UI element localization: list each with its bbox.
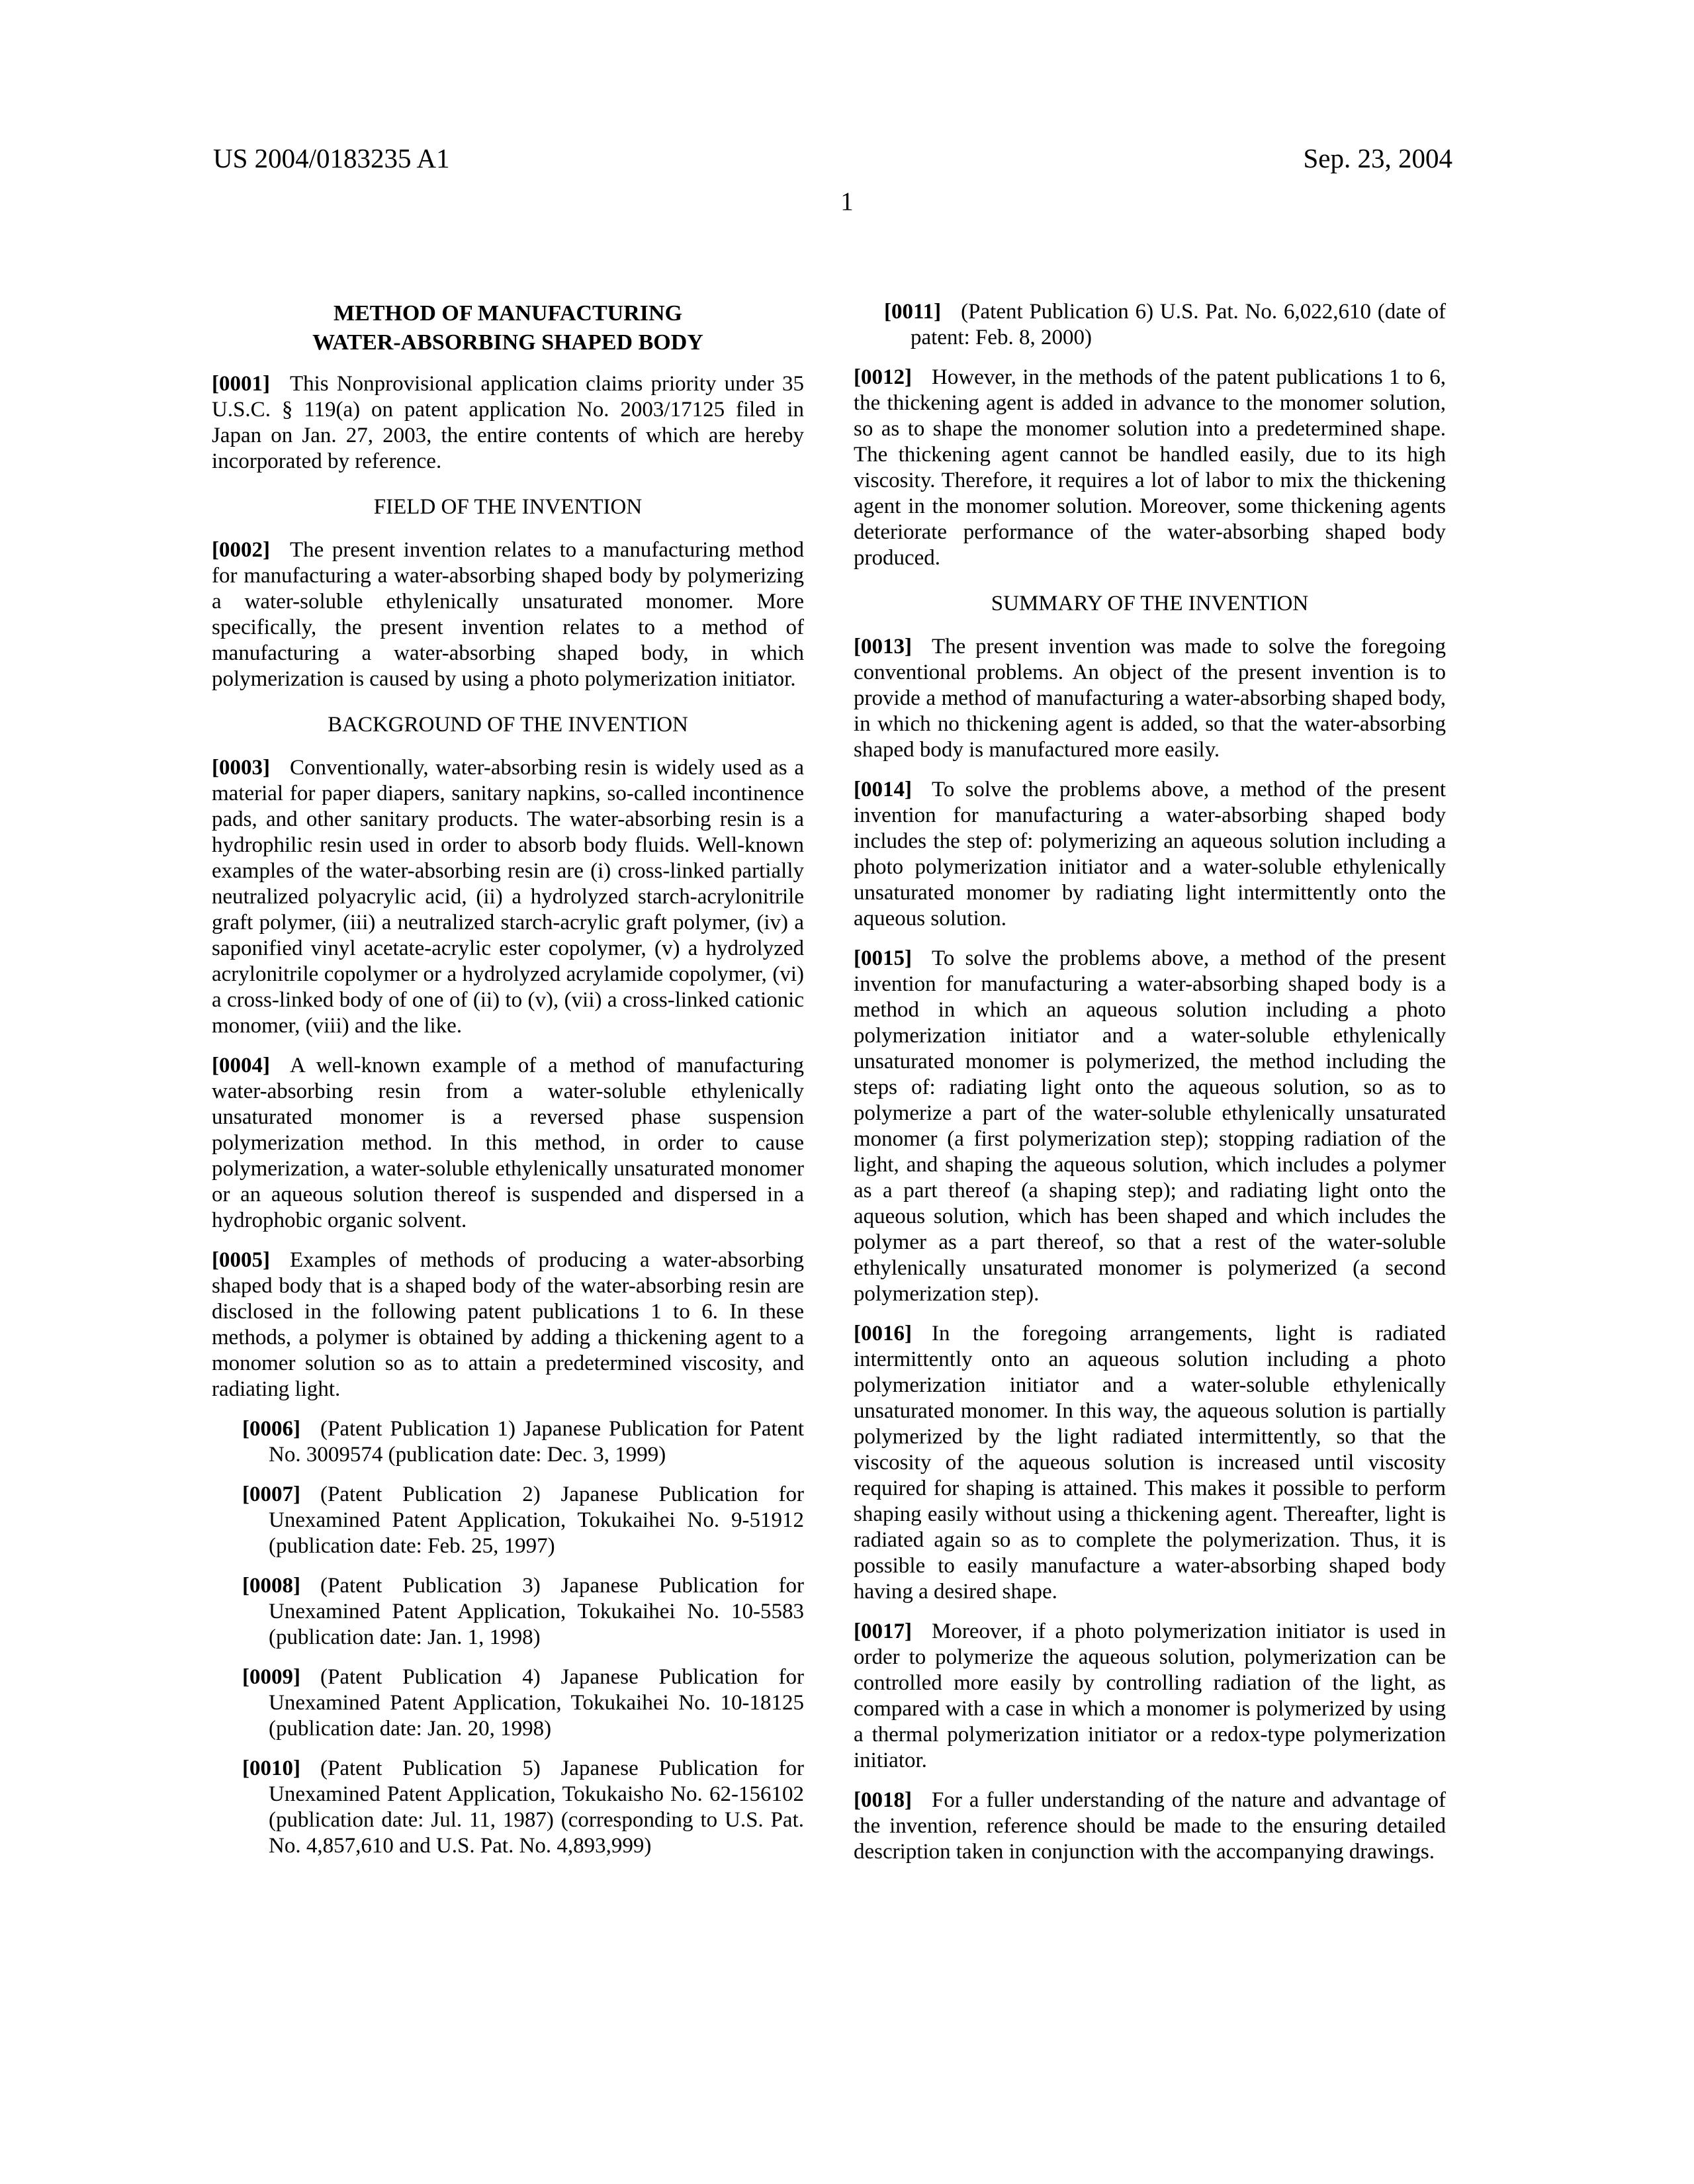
document-body (212, 299, 1446, 1865)
paragraph-text: To solve the problems above, a method of the present invention for manufacturing a water-absorbing shaped body is a method in which an aqueous solution including a photo polymerization initiator and a water-soluble ethylenically unsaturated monomer is polymerized, the method including the steps of: radiating light onto the aqueous solution, so as to polymerize a part of the water-soluble ethylenically unsaturated monomer (a first polymerization step); stopping radiation of the light, and shaping the aqueous solution, which includes a polymer as a part thereof (a shaping step); and radiating light onto the aqueous solution, which has been shaped and which includes the polymer as a part thereof, so that a rest of the water-soluble ethylenically unsaturated monomer is polymerized (a second polymerization step). (854, 946, 1446, 1306)
paragraph-number: [0016] (854, 1322, 912, 1345)
body-paragraph (854, 634, 1446, 763)
publication-date: Sep. 23, 2004 (1303, 143, 1452, 173)
body-paragraph (212, 755, 804, 1039)
citation-paragraph (884, 299, 1446, 351)
paragraph-text: This Nonprovisional application claims priority under 35 U.S.C. § 119(a) on patent application No. 2003/17125 filed in Japan on Jan. 27, 2003, the entire contents of which are hereby incorporated by reference. (212, 372, 804, 473)
body-paragraph (854, 1788, 1446, 1865)
paragraph-number: [0005] (212, 1248, 270, 1272)
paragraph-number: [0013] (854, 635, 912, 659)
paragraph-number: [0017] (854, 1619, 912, 1643)
paragraph-number: [0001] (212, 372, 270, 396)
body-paragraph (854, 1619, 1446, 1774)
body-paragraph (854, 777, 1446, 932)
paragraph-number: [0018] (854, 1788, 912, 1812)
paragraph-text: For a fuller understanding of the nature and advantage of the invention, reference should be made to the ensuring detailed description taken in conjunction with the accompanying drawings. (854, 1788, 1446, 1864)
paragraph-number: [0007] (242, 1482, 300, 1506)
paragraph-number: [0012] (854, 365, 912, 389)
paragraph-text: (Patent Publication 5) Japanese Publication for Unexamined Patent Application, Tokukaisho No. 62-156102 (publication date: Jul. 11, 1987) (corresponding to U.S. Pat. No. 4,857,610 and U.S. Pat. No. 4,893,999) (269, 1756, 804, 1858)
paragraph-number: [0014] (854, 778, 912, 801)
paragraph-text: In the foregoing arrangements, light is radiated intermittently onto an aqueous solution including a photo polymerization initiator and a water-soluble ethylenically unsaturated monomer. In this way, the aqueous solution is partially polymerized by the light radiated intermittently, so that the viscosity of the aqueous solution is increased until viscosity required for shaping is attained. This makes it possible to perform shaping easily without using a thickening agent. Thereafter, light is radiated again so as to complete the polymerization. Thus, it is possible to easily manufacture a water-absorbing shaped body having a desired shape. (854, 1322, 1446, 1604)
page-number: 1 (840, 187, 854, 216)
paragraph-number: [0010] (242, 1756, 300, 1780)
body-paragraph (212, 371, 804, 475)
section-heading: BACKGROUND OF THE INVENTION (328, 713, 688, 737)
body-paragraph (212, 537, 804, 692)
paragraph-number: [0003] (212, 756, 270, 780)
body-paragraph (212, 1248, 804, 1402)
paragraph-number: [0009] (242, 1665, 300, 1689)
patent-number: US 2004/0183235 A1 (213, 143, 450, 173)
citation-paragraph (242, 1756, 804, 1859)
paragraph-text: Conventionally, water-absorbing resin is widely used as a material for paper diapers, sanitary napkins, so-called incontinence pads, and other sanitary products. The water-absorbing resin is a hydrophilic resin used in order to absorb body fluids. Well-known examples of the water-absorbing resin are (i) cross-linked partially neutralized polyacrylic acid, (ii) a hydrolyzed starch-acrylonitrile graft polymer, (iii) a neutralized starch-acrylic graft polymer, (iv) a saponified vinyl acetate-acrylic ester copolymer, (v) a hydrolyzed acrylonitrile copolymer or a hydrolyzed acrylamide copolymer, (vi) a cross-linked body of one of (ii) to (v), (vii) a cross-linked cationic monomer, (viii) and the like. (212, 756, 804, 1038)
paragraph-text: (Patent Publication 2) Japanese Publication for Unexamined Patent Application, Tokukaihei No. 9-51912 (publication date: Feb. 25, 1997) (269, 1482, 804, 1558)
right-column (854, 299, 1446, 1865)
section-heading: FIELD OF THE INVENTION (373, 495, 643, 519)
paragraph-text: (Patent Publication 4) Japanese Publication for Unexamined Patent Application, Tokukaihei No. 10-18125 (publication date: Jan. 20, 1998) (269, 1665, 804, 1741)
paragraph-number: [0004] (212, 1054, 270, 1077)
paragraph-text: (Patent Publication 1) Japanese Publication for Patent No. 3009574 (publication date: Dec. 3, 1999) (269, 1417, 804, 1467)
paragraph-text: The present invention was made to solve the foregoing conventional problems. An object of the present invention is to provide a method of manufacturing a water-absorbing shaped body, in which no thickening agent is added, so that the water-absorbing shaped body is manufactured more easily. (854, 635, 1446, 762)
section-heading: SUMMARY OF THE INVENTION (991, 592, 1309, 615)
paragraph-number: [0011] (884, 300, 942, 324)
paragraph-text: A well-known example of a method of manufacturing water-absorbing resin from a water-soluble ethylenically unsaturated monomer is a reversed phase suspension polymerization method. In this method, in order to cause polymerization, a water-soluble ethylenically unsaturated monomer or an aqueous solution thereof is suspended and dispersed in a hydrophobic organic solvent. (212, 1054, 804, 1232)
paragraph-text: (Patent Publication 3) Japanese Publication for Unexamined Patent Application, Tokukaihei No. 10-5583 (publication date: Jan. 1, 1998) (269, 1574, 804, 1649)
citation-paragraph (242, 1573, 804, 1651)
paragraph-text: Moreover, if a photo polymerization initiator is used in order to polymerize the aqueous solution, polymerization can be controlled more easily by controlling radiation of the light, as compared with a case in which a monomer is polymerized by using a thermal polymerization initiator or a redox-type polymerization initiator. (854, 1619, 1446, 1772)
paragraph-number: [0006] (242, 1417, 300, 1441)
body-paragraph (854, 946, 1446, 1307)
document-title: METHOD OF MANUFACTURING WATER-ABSORBING SHAPED BODY (312, 301, 703, 355)
body-paragraph (854, 1321, 1446, 1605)
citation-paragraph (242, 1664, 804, 1742)
paragraph-number: [0002] (212, 538, 270, 562)
paragraph-text: To solve the problems above, a method of the present invention for manufacturing a water-absorbing shaped body includes the step of: polymerizing an aqueous solution including a photo polymerization initiator and a water-soluble ethylenically unsaturated monomer by radiating light intermittently onto the aqueous solution. (854, 778, 1446, 931)
body-paragraph (854, 365, 1446, 571)
body-paragraph (212, 1053, 804, 1234)
paragraph-text: (Patent Publication 6) U.S. Pat. No. 6,022,610 (date of patent: Feb. 8, 2000) (911, 300, 1446, 349)
paragraph-text: However, in the methods of the patent publications 1 to 6, the thickening agent is added in advance to the monomer solution, so as to shape the monomer solution into a predetermined shape. The thickening agent cannot be handled easily, due to its high viscosity. Therefore, it requires a lot of labor to mix the thickening agent in the monomer solution. Moreover, some thickening agents deteriorate performance of the water-absorbing shaped body produced. (854, 365, 1446, 570)
page-header (213, 143, 1452, 173)
paragraph-number: [0015] (854, 946, 912, 970)
paragraph-text: Examples of methods of producing a water-absorbing shaped body that is a shaped body of the water-absorbing resin are disclosed in the following patent publications 1 to 6. In these methods, a polymer is obtained by adding a thickening agent to a monomer solution so as to attain a predetermined viscosity, and radiating light. (212, 1248, 804, 1401)
citation-paragraph (242, 1482, 804, 1559)
left-column (212, 299, 804, 1865)
paragraph-number: [0008] (242, 1574, 300, 1598)
paragraph-text: The present invention relates to a manufacturing method for manufacturing a water-absorbing shaped body by polymerizing a water-soluble ethylenically unsaturated monomer. More specifically, the present invention relates to a method of manufacturing a water-absorbing shaped body, in which polymerization is caused by using a photo polymerization initiator. (212, 538, 804, 691)
citation-paragraph (242, 1416, 804, 1468)
